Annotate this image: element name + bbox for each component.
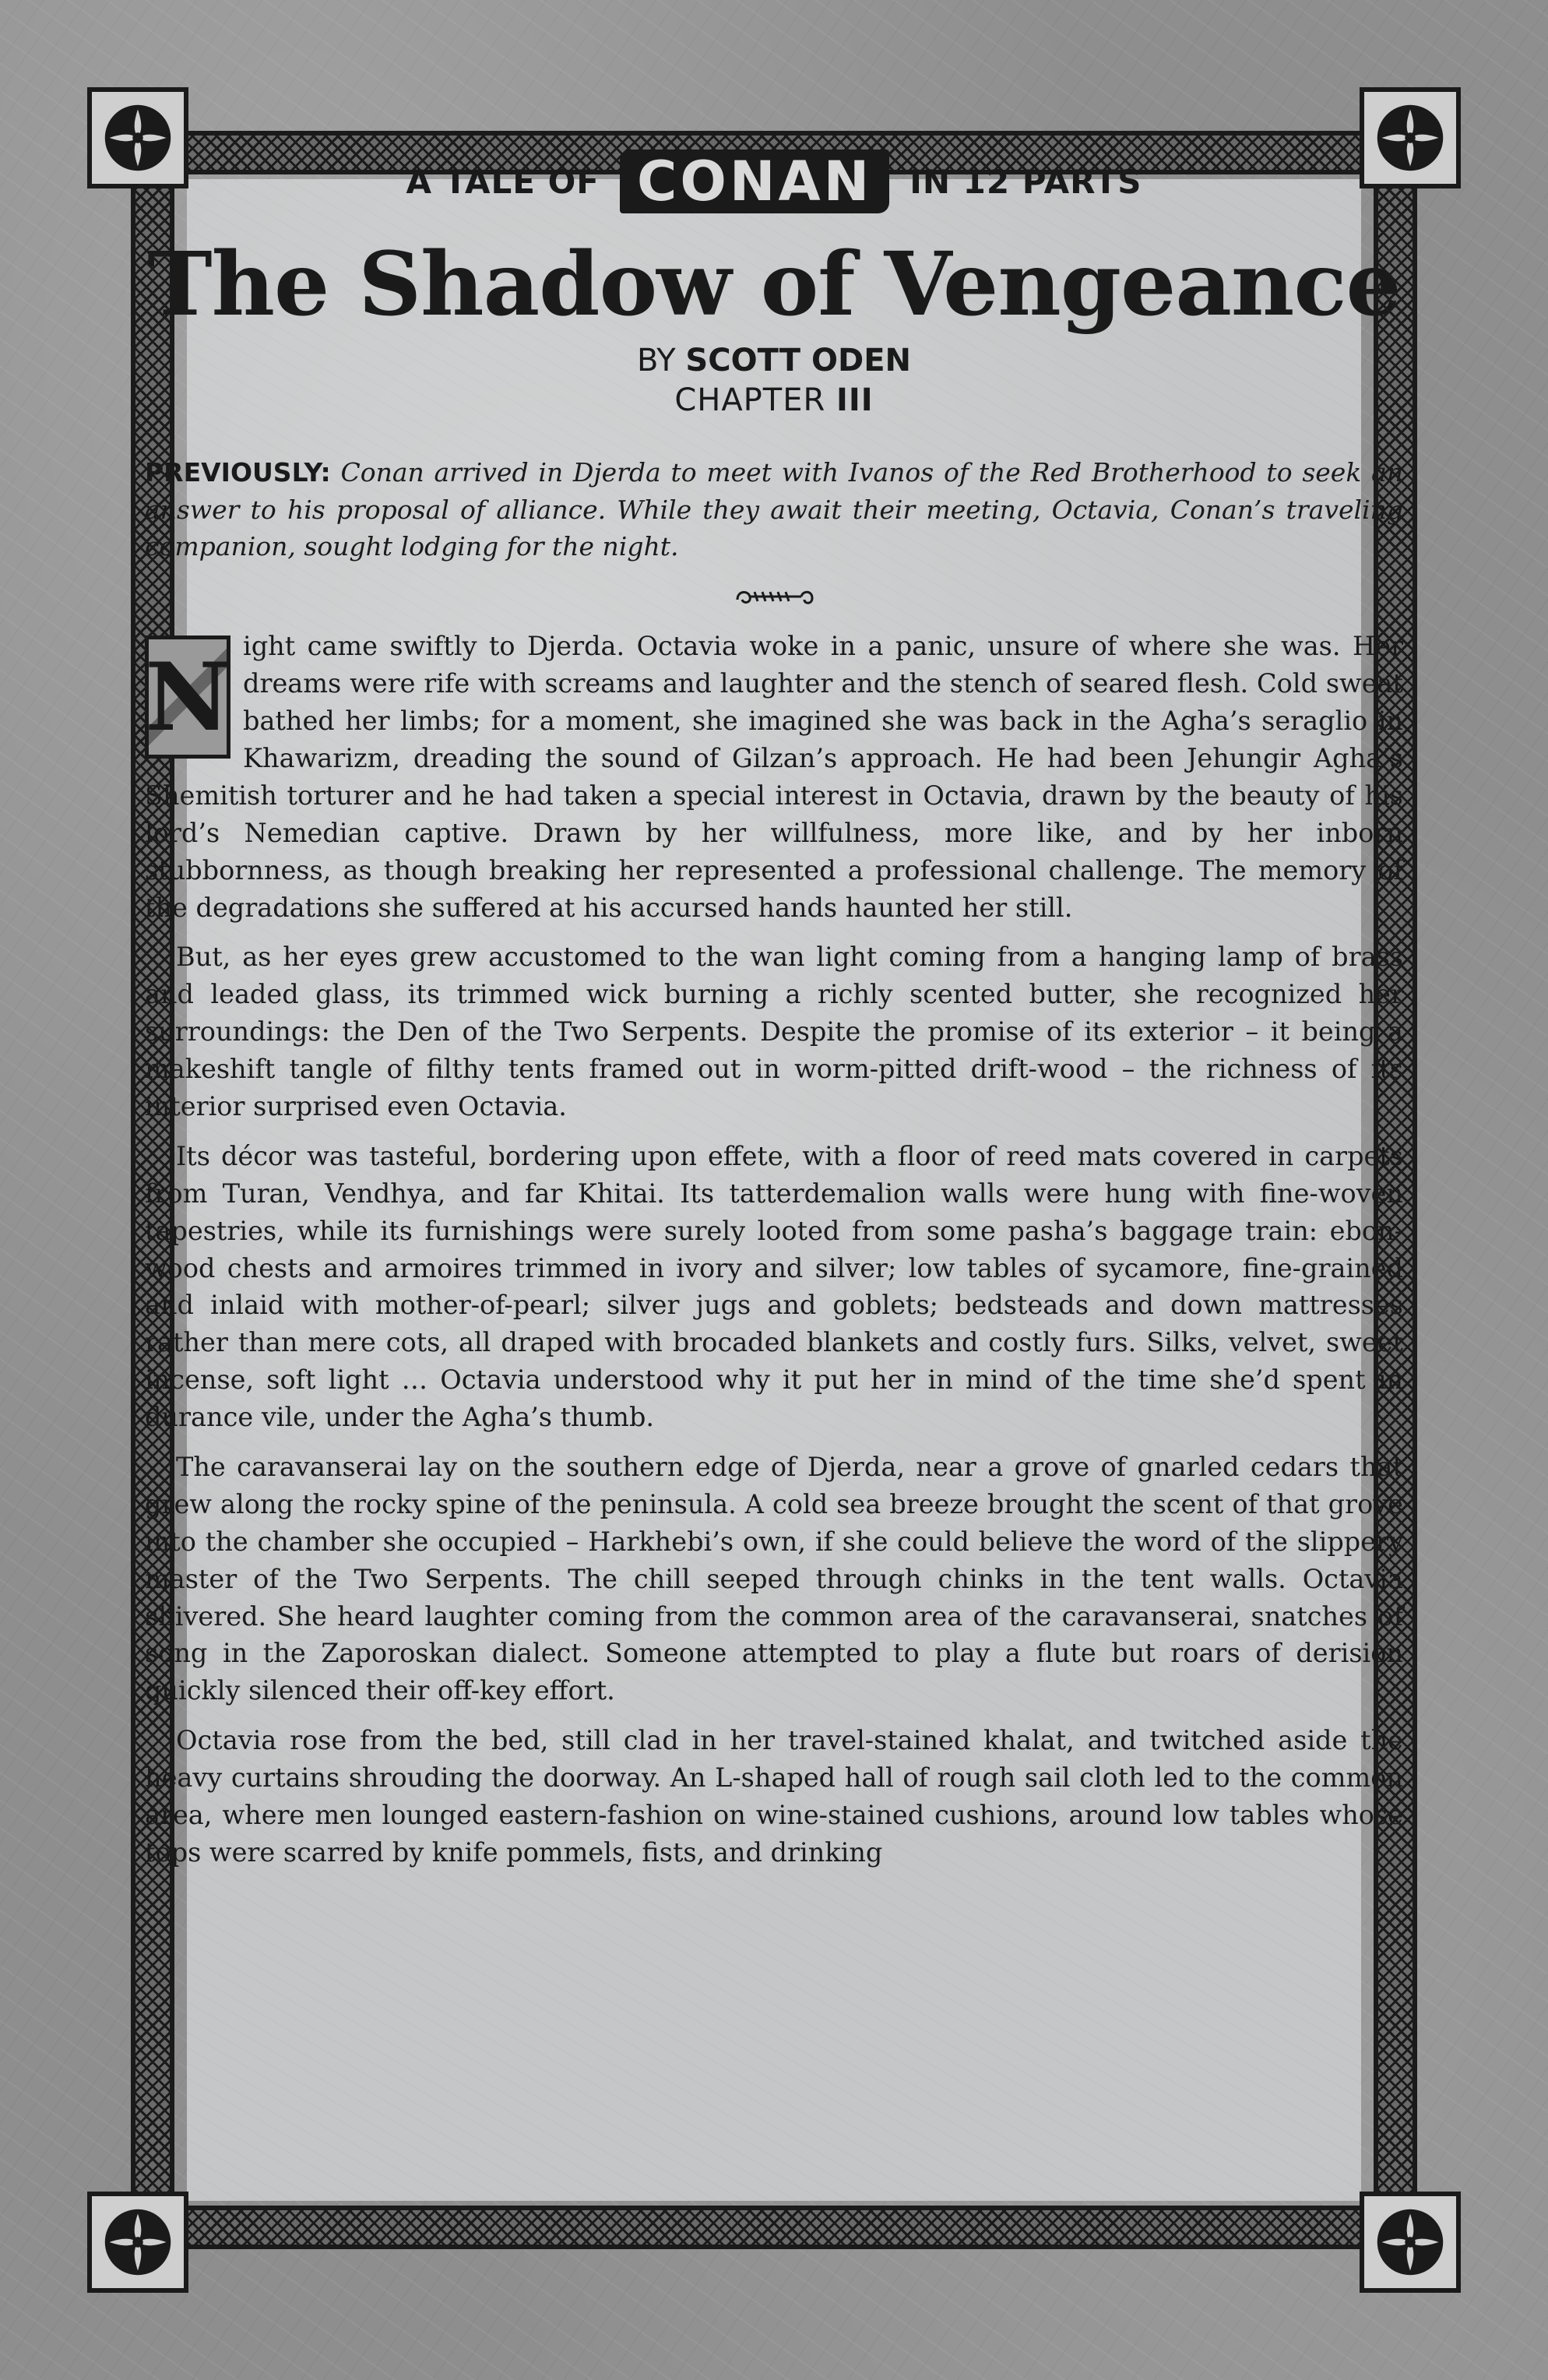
chapter-heading [145, 382, 1403, 418]
conan-logo: CONAN [620, 150, 889, 213]
page-content [145, 139, 1403, 2248]
story-paragraph: N ight came swiftly to Djerda. Octavia woke in a panic, unsure of where she was. Her dreams were rife with screams and laughter and the stench of seared flesh. Cold sweat bathed her limbs; for a moment, she imagined she was back in the Agha’s seraglio in Khawarizm, dreading the sound of Gilzan’s approach. He had been Jehungir Agha’s Shemitish torturer and he had taken a special interest in Octavia, drawn by the beauty of his lord’s Nemedian captive. Drawn by her willfulness, more like, and by her inborn stubbornness, as though breaking her represented a professional challenge. The memory of the degradations she suffered at his accursed hands haunted her still. [145, 631, 1403, 923]
story-title: The Shadow of Vengeance [147, 234, 1401, 336]
story-body [145, 628, 1403, 1871]
story-paragraph: Octavia rose from the bed, still clad in her travel-stained khalat, and twitched aside the heavy curtains shrouding the doorway. An L-shaped hall of rough sail cloth led to the common area, where men lounged eastern-fashion on wine-stained cushions, around low tables whose tops were scarred by knife pommels, fists, and drinking [145, 1725, 1403, 1868]
story-paragraph: But, as her eyes grew accustomed to the wan light coming from a hanging lamp of brass and leaded glass, its trimmed wick burning a richly scented butter, she recognized her surroundings: the Den of the Two Serpents. Despite the promise of its exterior – it being a makeshift tangle of filthy tents framed out in worm-pitted drift-wood – the richness of its interior surprised even Octavia. [145, 942, 1403, 1122]
byline-prefix: BY [637, 342, 676, 378]
chapter-number: III [836, 382, 874, 418]
byline [145, 342, 1403, 379]
tagline-suffix: IN 12 PARTS [909, 162, 1142, 201]
previously-summary [145, 454, 1403, 566]
author-name: SCOTT ODEN [685, 342, 911, 378]
drop-cap: N [145, 635, 230, 759]
previously-text: Conan arrived in Djerda to meet with Ivanos of the Red Brotherhood to seek an answer to his proposal of alliance. While they await their meeting, Octavia, Conan’s traveling companion, sought lodging for the night. [145, 456, 1403, 562]
story-paragraph: The caravanserai lay on the southern edge of Djerda, near a grove of gnarled cedars that grew along the rocky spine of the peninsula. A cold sea breeze brought the scent of that grove into the chamber she occupied – Harkhebi’s own, if she could believe the word of the slippery master of the Two Serpents. The chill seeped through chinks in the tent walls. Octavia shivered. She heard laughter coming from the common area of the caravanserai, snatches of song in the Zaporoskan dialect. Someone attempted to play a flute but roars of derision quickly silenced their off-key effort. [145, 1452, 1403, 1706]
story-paragraph: Its décor was tasteful, bordering upon effete, with a floor of reed mats covered in carpets from Turan, Vendhya, and far Khitai. Its tatterdemalion walls were hung with fine-woven tapestries, while its furnishings were surely looted from some pasha’s baggage train: ebon-wood chests and armoires trimmed in ivory and silver; low tables of sycamore, fine-grained and inlaid with mother-of-pearl; silver jugs and goblets; bedsteads and down mattresses rather than mere cots, all draped with brocaded blankets and costly furs. Silks, velvet, sweet incense, soft light … Octavia understood why it put her in mind of the time she’d spent in durance vile, under the Agha’s thumb. [145, 1140, 1403, 1433]
flourish-divider-icon [145, 586, 1403, 612]
tagline-prefix: A TALE OF [406, 162, 600, 201]
chapter-label: CHAPTER [674, 382, 826, 418]
series-tagline [145, 139, 1403, 224]
previously-label: PREVIOUSLY: [145, 456, 331, 488]
